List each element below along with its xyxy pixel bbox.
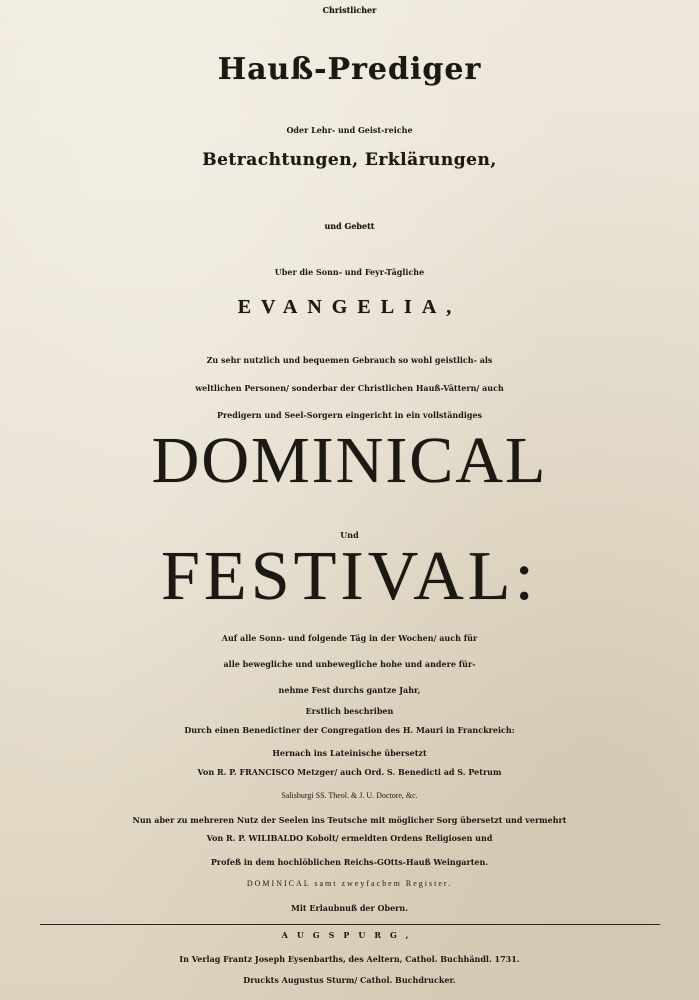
title-line-christlicher: Christlicher bbox=[322, 5, 377, 15]
title-line-dominical: DOMINICAL bbox=[151, 424, 548, 497]
body-line-11: Salisburgi SS. Theol. & J. U. Doctore, &c. bbox=[281, 791, 418, 800]
imprint-printer: Druckts Augustus Sturm/ Cathol. Buchdrucker. bbox=[243, 975, 456, 985]
body-line-3: Predigern und Seel-Sorgern eingericht in ein vollständiges bbox=[216, 410, 483, 420]
body-line-7: Erstlich beschriben bbox=[305, 706, 394, 716]
title-line-evangelia: EVANGELIA, bbox=[237, 296, 462, 318]
imprint-publisher: In Verlag Frantz Joseph Eysenbarths, des Aeltern, Cathol. Buchhändl. 1731. bbox=[179, 954, 520, 964]
body-line-5: alle bewegliche und unbewegliche hohe und andere für- bbox=[223, 659, 476, 669]
body-line-14: Profeß in dem hochlöblichen Reichs-GOtts-Hauß Weingarten. bbox=[210, 857, 489, 867]
body-line-4: Auf alle Sonn- und folgende Täg in der Wochen/ auch für bbox=[221, 633, 478, 643]
title-line-gebett: und Gebett bbox=[324, 221, 375, 231]
body-line-16: Mit Erlaubnuß der Obern. bbox=[291, 903, 408, 913]
body-line-12: Nun aber zu mehreren Nutz der Seelen ins Teutsche mit möglicher Sorg übersetzt und vermehrt bbox=[132, 815, 567, 825]
body-line-13: Von R. P. WILIBALDO Kobolt/ ermeldten Ordens Religiosen und bbox=[206, 833, 493, 843]
subtitle-line-uber: Uber die Sonn- und Feyr-Tägliche bbox=[274, 267, 425, 277]
body-line-6: nehme Fest durchs gantze Jahr, bbox=[278, 685, 421, 695]
title-line-hauss-prediger: Hauß-Prediger bbox=[217, 52, 482, 87]
divider-rule bbox=[40, 924, 660, 925]
title-line-betrachtungen: Betrachtungen, Erklärungen, bbox=[202, 150, 497, 170]
body-line-1: Zu sehr nutzlich und bequemen Gebrauch so wohl geistlich- als bbox=[206, 355, 493, 365]
title-line-festival: FESTIVAL: bbox=[161, 538, 538, 615]
subtitle-line-oder: Oder Lehr- und Geist-reiche bbox=[286, 125, 413, 135]
body-line-2: weltlichen Personen/ sonderbar der Christlichen Hauß-Vättern/ auch bbox=[195, 383, 504, 393]
body-line-9: Hernach ins Lateinische übersetzt bbox=[272, 748, 427, 758]
body-line-8: Durch einen Benedictiner der Congregation des H. Mauri in Franckreich: bbox=[184, 725, 515, 735]
body-line-15: DOMINICAL samt zweyfachem Register. bbox=[246, 879, 453, 888]
title-line-und: Und bbox=[340, 530, 359, 540]
body-line-10: Von R. P. FRANCISCO Metzger/ auch Ord. S. Benedicti ad S. Petrum bbox=[197, 767, 502, 777]
imprint-place: AUGSPURG, bbox=[281, 930, 418, 940]
